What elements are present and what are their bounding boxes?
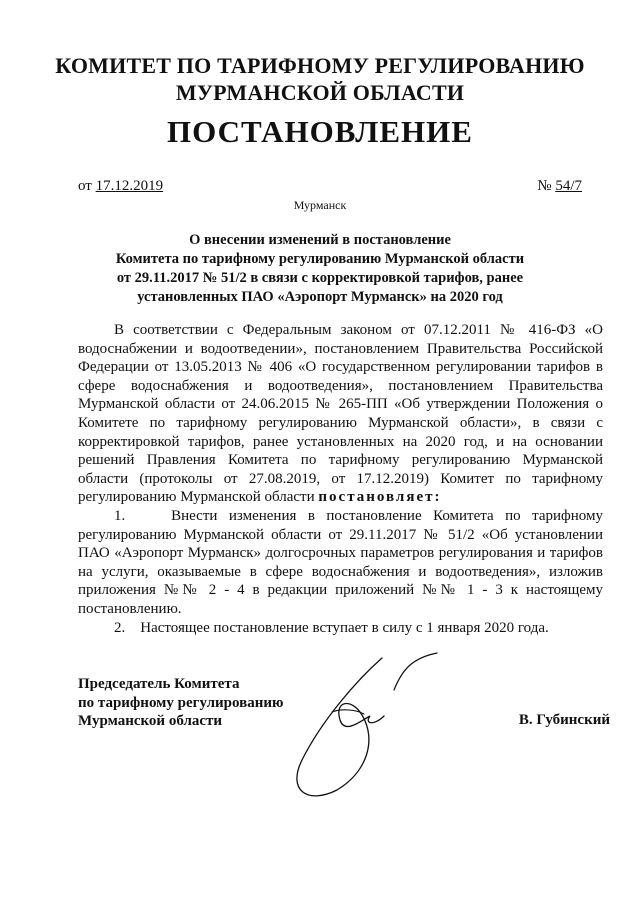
subject-line-1: О внесении изменений в постановление xyxy=(189,232,451,248)
subject-line-2: Комитета по тарифному регулированию Мурманской области xyxy=(115,251,525,267)
subject-line-3: от 29.11.2017 № 51/2 в связи с корректировкой тарифов, ранее xyxy=(116,270,524,286)
subject-line-4: установленных ПАО «Аэропорт Мурманск» на 2020 год xyxy=(137,289,503,305)
number-value: 54/7 xyxy=(555,178,582,194)
item-1-number: 1. xyxy=(114,507,126,524)
item-1 xyxy=(78,507,603,619)
signer-title-line-2: по тарифному регулированию xyxy=(78,694,284,711)
number-prefix: № xyxy=(537,178,556,194)
signer-name: В. Губинский xyxy=(518,712,610,728)
item-2-text: Настоящее постановление вступает в силу с 1 января 2020 года. xyxy=(140,619,549,636)
signer-title-line-1: Председатель Комитета xyxy=(78,676,240,692)
preamble-text: В соответствии с Федеральным законом от 07.12.2011 № 416-ФЗ «О водоснабжении и водоотведении», постановлением Правительства Российской Федерации от 13.05.2013 № 406 «О государственном регулировании тарифов в сфере водоснабжения и водоотведения», постановлением Правительства Мурманской области от 24.06.2015 № 265-ПП «Об утверждении Положения о Комитете по тарифному регулированию Мурманской области», в связи с корректировкой тарифов, ранее установленных на 2020 год, и на основании решений Правления Комитета по тарифному регулированию Мурманской области (протоколы от 27.08.2019, от 17.12.2019) Комитет по тарифному регулированию Мурманской области xyxy=(78,322,603,506)
item-2-number: 2. xyxy=(114,619,126,636)
decree-word: постановляет: xyxy=(318,489,442,506)
document-type-title: ПОСТАНОВЛЕНИЕ xyxy=(167,114,473,149)
preamble-paragraph xyxy=(78,321,603,507)
document-number xyxy=(537,178,582,195)
item-1-text: Внести изменения в постановление Комитета по тарифному регулированию Мурманской области от 29.11.2017 № 51/2 «Об установлении ПАО «Аэропорт Мурманск» долгосрочных параметров регулирования и тарифов на услуги, оказываемые в сфере водоснабжения и водоотведения», изложив приложения №№ 2 - 4 в редакции приложений №№ 1 - 3 к настоящему постановлению. xyxy=(78,507,603,617)
city-name: Мурманск xyxy=(293,198,347,212)
organization-name xyxy=(0,52,640,106)
handwritten-signature xyxy=(262,650,482,810)
document-body xyxy=(78,321,603,637)
signer-title-line-3: Мурманской области xyxy=(78,713,223,729)
date-prefix: от xyxy=(78,178,96,194)
org-line-2: МУРМАНСКОЙ ОБЛАСТИ xyxy=(175,80,465,105)
date-value: 17.12.2019 xyxy=(95,178,164,194)
signer-title xyxy=(78,675,283,731)
document-date xyxy=(78,178,163,195)
document-subject xyxy=(70,231,570,307)
item-2 xyxy=(78,619,603,638)
org-line-1: КОМИТЕТ ПО ТАРИФНОМУ РЕГУЛИРОВАНИЮ xyxy=(55,53,585,78)
